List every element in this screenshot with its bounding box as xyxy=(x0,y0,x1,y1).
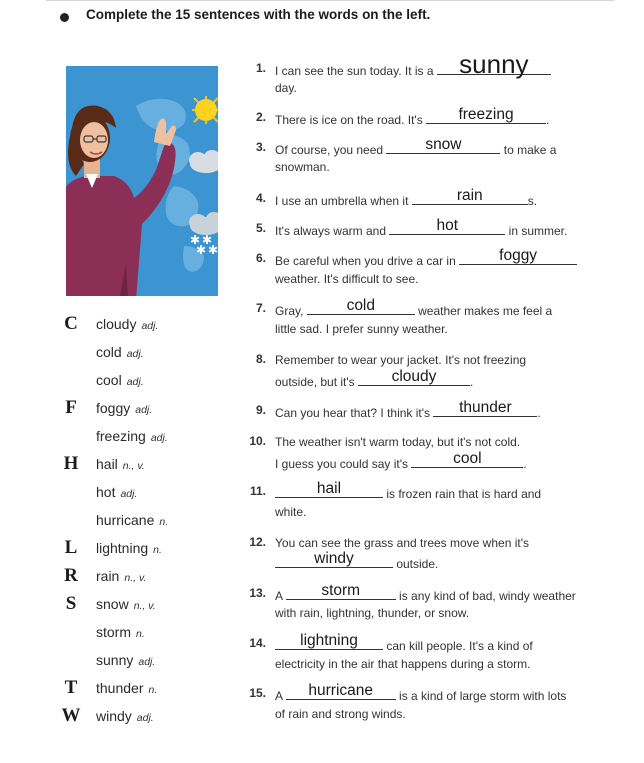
answer-text: cloudy xyxy=(391,368,437,385)
answer-text: rain xyxy=(456,187,483,204)
answer-blank[interactable] xyxy=(412,187,528,205)
answer-blank[interactable] xyxy=(389,217,505,235)
answer-text: sunny xyxy=(459,49,529,79)
vocab-word: snow n., v. xyxy=(96,596,156,612)
question-number: 1. xyxy=(255,61,266,75)
list-item xyxy=(0,453,240,475)
answer-text: cool xyxy=(453,450,482,467)
question-number: 15. xyxy=(249,686,266,700)
answer-blank[interactable] xyxy=(286,682,396,700)
vocab-word: cloudy adj. xyxy=(96,316,159,332)
list-item xyxy=(0,481,240,503)
vocab-word: hurricane n. xyxy=(96,512,169,528)
weather-illustration xyxy=(66,66,218,296)
answer-text: cold xyxy=(346,297,375,314)
answer-text: freezing xyxy=(458,106,514,123)
svg-text:✱: ✱ xyxy=(208,243,218,257)
list-item xyxy=(0,509,240,531)
answer-blank[interactable] xyxy=(459,247,577,265)
vocab-word: cold adj. xyxy=(96,344,144,360)
instruction: Complete the 15 sentences with the words on the left. xyxy=(86,7,431,22)
vocab-word: windy adj. xyxy=(96,708,154,724)
group-letter: S xyxy=(65,593,77,614)
vocab-word: sunny adj. xyxy=(96,652,156,668)
answer-text: hail xyxy=(316,480,342,497)
question-number: 8. xyxy=(255,352,266,366)
group-letter: W xyxy=(61,705,81,726)
group-letter: L xyxy=(64,537,78,558)
answer-blank[interactable] xyxy=(307,297,415,315)
list-item xyxy=(0,705,240,727)
answer-text: storm xyxy=(321,582,361,599)
bullet-icon xyxy=(60,13,69,22)
answer-blank[interactable] xyxy=(275,480,383,498)
list-item xyxy=(0,565,240,587)
list-item xyxy=(0,593,240,615)
rain-cloud-icon xyxy=(189,212,218,235)
answer-blank[interactable] xyxy=(433,399,537,417)
cloud-icon xyxy=(189,150,218,173)
list-item xyxy=(0,425,240,447)
question-number: 5. xyxy=(255,221,266,235)
answer-text: thunder xyxy=(459,399,512,416)
list-item xyxy=(0,341,240,363)
answer-text: foggy xyxy=(499,247,538,264)
teacher-figure xyxy=(66,105,176,296)
vocab-word: thunder n. xyxy=(96,680,158,696)
list-item xyxy=(0,369,240,391)
question-number: 13. xyxy=(249,586,266,600)
answer-text: windy xyxy=(314,550,354,567)
group-letter: C xyxy=(64,313,78,334)
list-item xyxy=(0,677,240,699)
group-letter: T xyxy=(64,677,78,698)
vocab-word: hail n., v. xyxy=(96,456,145,472)
answer-text: hot xyxy=(436,217,459,234)
list-item xyxy=(0,649,240,671)
question-number: 4. xyxy=(255,191,266,205)
answer-text: hurricane xyxy=(308,682,373,699)
list-item xyxy=(0,537,240,559)
top-rule xyxy=(46,0,614,1)
sun-icon xyxy=(192,96,218,124)
svg-text:✱: ✱ xyxy=(190,233,201,247)
svg-text:✱: ✱ xyxy=(202,233,213,247)
vocab-word: foggy adj. xyxy=(96,400,153,416)
list-item xyxy=(0,313,240,335)
vocab-word: freezing adj. xyxy=(96,428,168,444)
vocab-word: rain n., v. xyxy=(96,568,147,584)
answer-blank[interactable] xyxy=(437,49,551,79)
answer-blank[interactable] xyxy=(386,136,500,154)
question-number: 14. xyxy=(249,636,266,650)
list-item xyxy=(0,397,240,419)
group-letter: R xyxy=(64,565,78,586)
vocab-word: lightning n. xyxy=(96,540,162,556)
question-number: 6. xyxy=(255,251,266,265)
vocab-word: hot adj. xyxy=(96,484,138,500)
answer-text: snow xyxy=(425,136,462,153)
vocab-word: storm n. xyxy=(96,624,145,640)
group-letter: F xyxy=(65,397,77,418)
question-number: 11. xyxy=(249,484,266,498)
answer-blank[interactable] xyxy=(426,106,546,124)
question-number: 9. xyxy=(255,403,266,417)
group-letter: H xyxy=(63,453,79,474)
answer-blank[interactable] xyxy=(275,632,383,650)
answer-blank[interactable] xyxy=(286,582,396,600)
answer-blank[interactable] xyxy=(275,550,393,568)
question-number: 12. xyxy=(249,535,266,549)
answer-blank[interactable] xyxy=(358,368,470,386)
answer-text: lightning xyxy=(300,632,358,649)
question-number: 7. xyxy=(255,301,266,315)
vocab-word: cool adj. xyxy=(96,372,144,388)
question-number: 10. xyxy=(249,434,266,448)
answer-blank[interactable] xyxy=(411,450,523,468)
question-number: 3. xyxy=(255,140,266,154)
question-number: 2. xyxy=(255,110,266,124)
list-item xyxy=(0,621,240,643)
svg-text:✱: ✱ xyxy=(196,243,207,257)
